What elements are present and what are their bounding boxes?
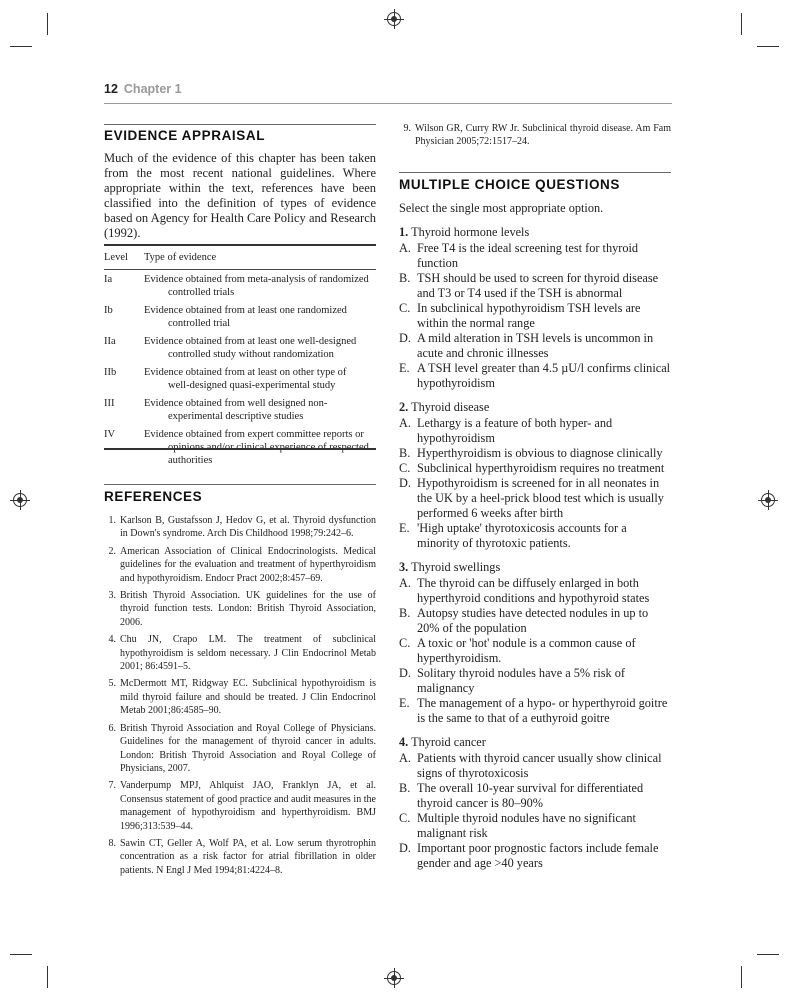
question-title: 3. Thyroid swellings (399, 560, 501, 574)
level-cell: IIa (104, 336, 116, 347)
table-header-row (104, 246, 376, 270)
references-list-continued (399, 122, 671, 153)
running-header (104, 82, 182, 96)
level-cell: III (104, 398, 115, 409)
type-line: Evidence obtained from expert committee reports or (144, 429, 364, 440)
crop-mark (757, 954, 779, 955)
question-title: 4. Thyroid cancer (399, 735, 486, 749)
section-rule (104, 124, 376, 125)
type-cell (144, 394, 376, 425)
level-cell: IV (104, 429, 116, 440)
table-bottom-rule (104, 448, 376, 450)
chapter-label: Chapter 1 (123, 82, 182, 96)
reference-item: 9. Wilson GR, Curry RW Jr. Subclinical thyroid disease. Am Fam Physician 2005;72:1517–24. (403, 123, 671, 148)
reference-item: 2. American Association of Clinical Endocrinologists. Medical guidelines for the evaluation and treatment of hyperthyroidism and hypothyroidism. Endocr Pract 2002;8:457–69. (108, 545, 376, 584)
crop-mark (741, 966, 742, 988)
col-level-header: Level (104, 246, 144, 270)
answer-option: A. Patients with thyroid cancer usually show clinical signs of thyrotoxicosis (399, 751, 662, 780)
answer-option: B. TSH should be used to screen for thyroid disease and T3 or T4 used if the TSH is abnormal (399, 271, 659, 300)
answer-option: E. The management of a hypo- or hyperthyroid goitre is the same to that of a euthyroid goitre (399, 696, 668, 725)
type-line: Evidence obtained from at least one well-designed (144, 336, 357, 347)
type-cell (144, 270, 376, 302)
type-cell (144, 332, 376, 363)
answer-option: E. 'High uptake' thyrotoxicosis accounts for a minority of thyrotoxic patients. (399, 521, 627, 550)
reference-item: 1. Karlson B, Gustafsson J, Hedov G, et al. Thyroid dysfunction in Down's syndrome. Arch Dis Childhood 1998;79:242–6. (108, 515, 376, 540)
type-line: controlled trial (168, 318, 231, 329)
section-rule (104, 484, 376, 485)
type-line: Evidence obtained from at least on other type of (144, 367, 347, 378)
answer-option: B. Hyperthyroidism is obvious to diagnose clinically (399, 446, 663, 460)
section-rule (399, 172, 671, 173)
reference-item: 6. British Thyroid Association and Royal College of Physicians. Guidelines for the management of thyroid cancer in adults. London: British Thyroid Association and Royal College of Physicians, 2007. (108, 722, 376, 774)
answer-option: B. Autopsy studies have detected nodules in up to 20% of the population (399, 606, 649, 635)
answer-option: C. Multiple thyroid nodules have no significant malignant risk (399, 811, 636, 840)
crop-mark (10, 46, 32, 47)
type-line: well-designed quasi-experimental study (168, 380, 336, 391)
answer-option: D. A mild alteration in TSH levels is uncommon in acute and chronic illnesses (399, 331, 654, 360)
answer-option: C. A toxic or 'hot' nodule is a common cause of hyperthyroidism. (399, 636, 636, 665)
reference-item: 8. Sawin CT, Geller A, Wolf PA, et al. Low serum thyrotrophin concentration as a risk factor for atrial fibrillation in older patients. N Engl J Med 1994;81:4224–8. (108, 837, 376, 876)
answer-option: D. Solitary thyroid nodules have a 5% risk of malignancy (399, 666, 625, 695)
reference-item: 4. Chu JN, Crapo LM. The treatment of subclinical hypothyroidism is seldom necessary. J Clin Endocrinol Metab 2001; 86:4591–5. (108, 634, 376, 673)
answer-option: B. The overall 10-year survival for differentiated thyroid cancer is 80–90% (399, 781, 644, 810)
crop-mark (757, 46, 779, 47)
level-cell: Ia (104, 274, 113, 285)
table-row (104, 332, 376, 363)
answer-option: D. Important poor prognostic factors include female gender and age >40 years (399, 841, 659, 870)
type-line: controlled study without randomization (168, 349, 334, 360)
table-row (104, 363, 376, 394)
type-cell (144, 363, 376, 394)
registration-mark-icon (387, 12, 401, 26)
answer-option: A. The thyroid can be diffusely enlarged in both hyperthyroid conditions and hypothyroid states (399, 576, 650, 605)
header-rule (104, 103, 672, 104)
table-row (104, 270, 376, 302)
crop-mark (741, 13, 742, 35)
level-cell: Ib (104, 305, 113, 316)
mcq-section (399, 201, 671, 871)
col-type-header: Type of evidence (144, 246, 376, 270)
type-line: Evidence obtained from meta-analysis of randomized (144, 274, 369, 285)
reference-item: 7. Vanderpump MPJ, Ahlquist JAO, Franklyn JA, et al. Consensus statement of good practice and audit measures in the management of hypothyroidism and hyperthyroidism. BMJ 1996;313:539–44. (108, 780, 376, 832)
type-line: experimental descriptive studies (168, 411, 304, 422)
type-cell (144, 425, 376, 469)
question-title: 1. Thyroid hormone levels (399, 225, 530, 239)
answer-option: A. Lethargy is a feature of both hyper- and hypothyroidism (399, 416, 613, 445)
evidence-paragraph: Much of the evidence of this chapter has been taken from the most recent national guidelines. Where appropriate within the text, references have been classified into the definition of types of evidence based on Agency for Health Care Policy and Research (1992). (104, 151, 376, 240)
answer-option: C. In subclinical hypothyroidism TSH levels are within the normal range (399, 301, 641, 330)
type-line: Evidence obtained from at least one randomized (144, 305, 347, 316)
answer-option: D. Hypothyroidism is screened for in all neonates in the UK by a heel-prick blood test which is usually performed 6 weeks after birth (399, 476, 664, 520)
crop-mark (47, 13, 48, 35)
registration-mark-icon (387, 971, 401, 985)
reference-item: 3. British Thyroid Association. UK guidelines for the use of thyroid function tests. London: British Thyroid Association, 2006. (108, 590, 376, 628)
mcq-heading: MULTIPLE CHOICE QUESTIONS (399, 177, 621, 192)
answer-option: C. Subclinical hyperthyroidism requires no treatment (399, 461, 665, 475)
mcq-intro: Select the single most appropriate option. (399, 201, 604, 215)
table-row (104, 394, 376, 425)
table-row (104, 425, 376, 469)
question-title: 2. Thyroid disease (399, 400, 490, 414)
page-number: 12 (104, 82, 118, 96)
type-line: controlled trials (168, 287, 235, 298)
crop-mark (10, 954, 32, 955)
reference-item: 5. McDermott MT, Ridgway EC. Subclinical hypothyroidism is mild thyroid failure and should be treated. J Clin Endocrinol Metab 2001;86:4585–90. (108, 678, 376, 717)
level-cell: IIb (104, 367, 117, 378)
type-cell (144, 301, 376, 332)
type-line: authorities (168, 455, 213, 466)
crop-mark (47, 966, 48, 988)
answer-option: A. Free T4 is the ideal screening test for thyroid function (399, 241, 639, 270)
registration-mark-icon (13, 493, 27, 507)
type-line: Evidence obtained from well designed non- (144, 398, 328, 409)
answer-option: E. A TSH level greater than 4.5 µU/l confirms clinical hypothyroidism (399, 361, 671, 390)
references-list (104, 514, 376, 881)
table-row (104, 301, 376, 332)
registration-mark-icon (761, 493, 775, 507)
evidence-heading: EVIDENCE APPRAISAL (104, 128, 266, 143)
evidence-table (104, 246, 376, 469)
references-heading: REFERENCES (104, 489, 203, 504)
